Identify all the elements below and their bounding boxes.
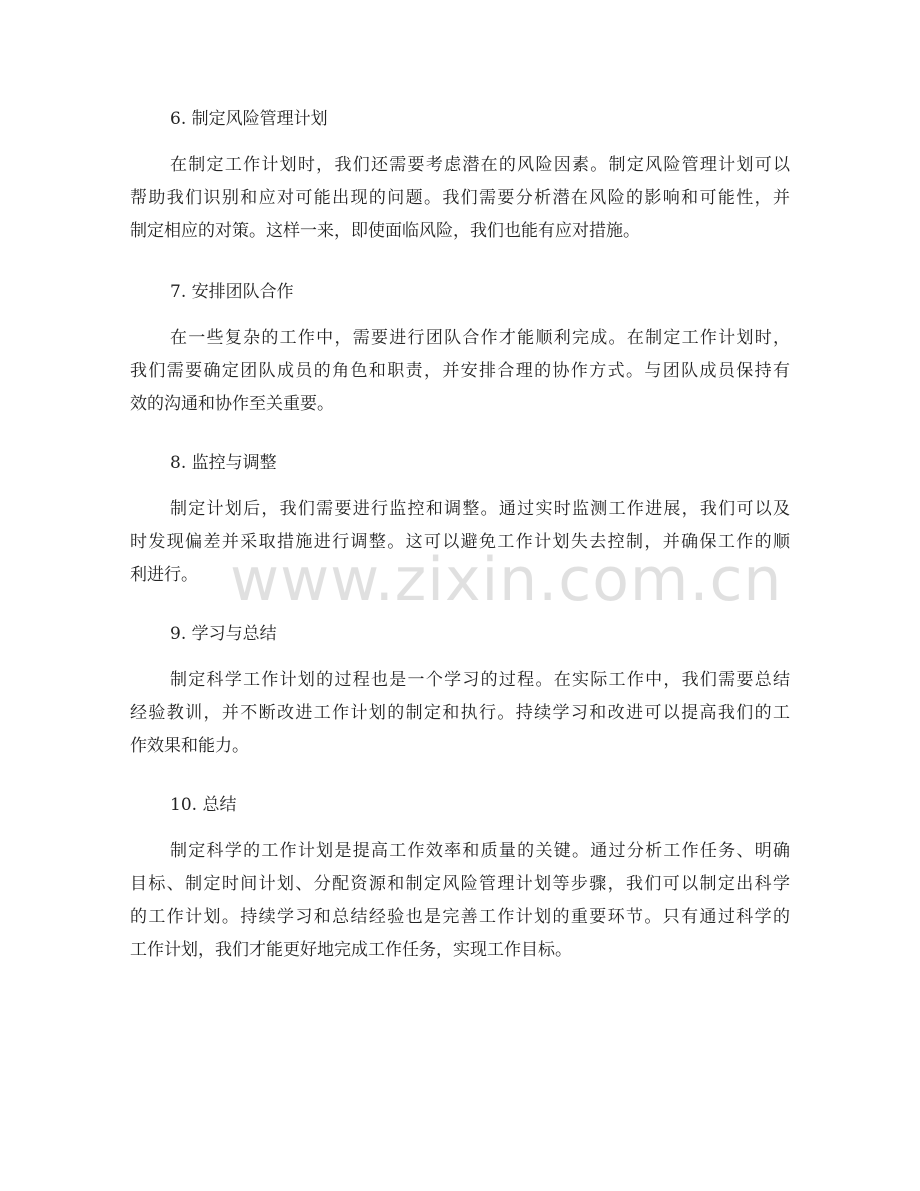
paragraph-line: 制定计划后，我们需要进行监控和调整。通过实时监测工作进展，我们可以及 [170,499,790,519]
paragraph-line: 在一些复杂的工作中，需要进行团队合作才能顺利完成。在制定工作计划时， [170,328,790,348]
section-heading-6: 6. 制定风险管理计划 [170,109,328,129]
paragraph-line: 作效果和能力。 [130,736,249,756]
paragraph-line: 时发现偏差并采取措施进行调整。这可以避免工作计划失去控制，并确保工作的顺 [130,532,790,552]
paragraph-line: 工作计划，我们才能更好地完成工作任务，实现工作目标。 [130,940,572,960]
paragraph-line: 的工作计划。持续学习和总结经验也是完善工作计划的重要环节。只有通过科学的 [130,907,790,927]
paragraph-line: 经验教训，并不断改进工作计划的制定和执行。持续学习和改进可以提高我们的工 [130,703,790,723]
paragraph-line: 目标、制定时间计划、分配资源和制定风险管理计划等步骤，我们可以制定出科学 [130,874,790,894]
section-heading-9: 9. 学习与总结 [170,624,277,644]
section-paragraph-10 [130,835,790,967]
section-paragraph-6 [130,149,790,248]
paragraph-line: 帮助我们识别和应对可能出现的问题。我们需要分析潜在风险的影响和可能性，并 [130,188,790,208]
paragraph-line: 制定相应的对策。这样一来，即使面临风险，我们也能有应对措施。 [130,221,640,241]
section-heading-8: 8. 监控与调整 [170,453,277,473]
paragraph-line: 在制定工作计划时，我们还需要考虑潜在的风险因素。制定风险管理计划可以 [170,155,790,175]
paragraph-line: 我们需要确定团队成员的角色和职责，并安排合理的协作方式。与团队成员保持有 [130,361,790,381]
watermark: www.zixin.com.cn [230,545,783,615]
section-heading-7: 7. 安排团队合作 [170,282,294,302]
section-paragraph-8 [130,493,790,592]
section-paragraph-9 [130,664,790,763]
paragraph-line: 利进行。 [130,565,198,585]
section-heading-10: 10. 总结 [170,795,237,815]
paragraph-line: 效的沟通和协作至关重要。 [130,394,334,414]
section-paragraph-7 [130,322,790,421]
paragraph-line: 制定科学工作计划的过程也是一个学习的过程。在实际工作中，我们需要总结 [170,670,790,690]
paragraph-line: 制定科学的工作计划是提高工作效率和质量的关键。通过分析工作任务、明确 [170,841,790,861]
